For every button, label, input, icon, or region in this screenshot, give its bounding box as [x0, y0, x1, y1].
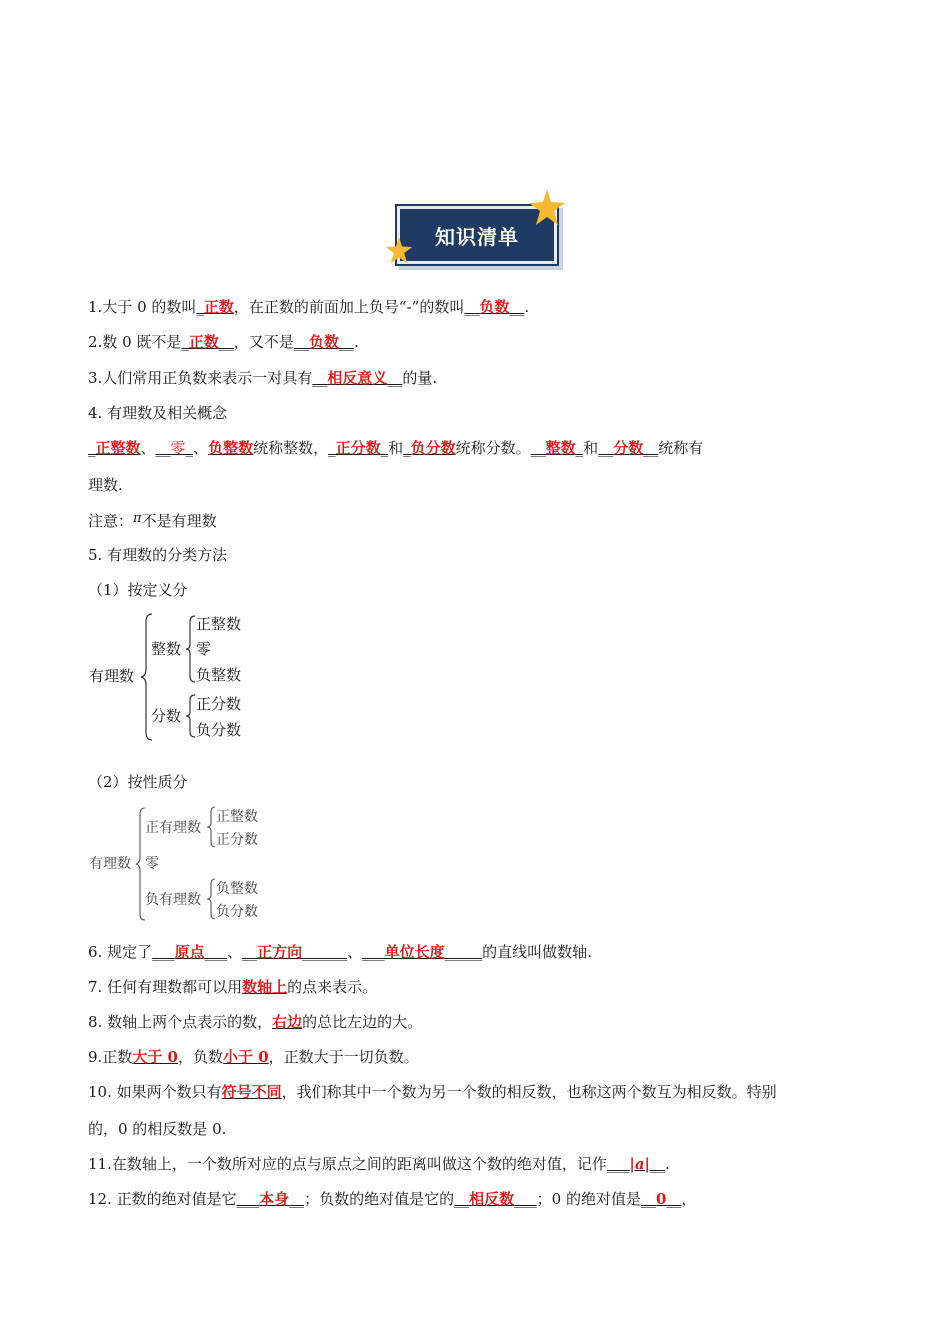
- answer: 右边: [272, 1013, 303, 1031]
- item-10-cont: 的，0 的相反数是 0.: [88, 1120, 227, 1138]
- tree-root: 有理数: [89, 667, 135, 685]
- tree-neg-rational: 负有理数: [145, 892, 201, 908]
- answer: 0: [655, 1190, 667, 1208]
- item-3: 3.人们常用正负数来表示一对具有__相反意义__的量.: [88, 369, 438, 387]
- item-4-body: _正整数、__零_、负整数统称整数，_正分数_和_负分数统称分数。__整数_和__分数__统称有: [88, 439, 704, 457]
- by-property-heading: （2）按性质分: [88, 773, 188, 791]
- answer: 小于 0: [223, 1048, 269, 1066]
- item-4-body-cont: 理数.: [88, 476, 123, 494]
- item-2: 2.数 0 既不是_正数__，又不是__负数__.: [88, 333, 359, 351]
- item-7: 7. 任何有理数都可以用数轴上的点来表示。: [88, 978, 378, 996]
- by-definition-heading: （1）按定义分: [88, 581, 188, 599]
- answer: 正分数: [335, 439, 381, 457]
- answer: 数轴上: [242, 978, 288, 996]
- item-6: 6. 规定了___原点___、__正方向______、___单位长度_____的直线叫做数轴.: [88, 943, 592, 961]
- answer: 本身: [259, 1190, 290, 1208]
- tree-pos-int: 正整数: [216, 809, 258, 825]
- tree-neg-int: 负整数: [216, 881, 258, 897]
- answer: 零: [170, 439, 186, 457]
- answer: 原点: [174, 943, 205, 961]
- star-icon: [528, 188, 566, 226]
- answer: 正整数: [95, 439, 141, 457]
- item-4-heading: 4. 有理数及相关概念: [88, 404, 228, 422]
- answer: 相反意义: [327, 369, 388, 387]
- tree-pos-frac: 正分数: [196, 695, 242, 713]
- pi-symbol: π: [133, 511, 142, 526]
- star-icon: [385, 236, 413, 264]
- tree-neg-frac: 负分数: [216, 904, 258, 920]
- tree-zero: 零: [145, 856, 159, 872]
- item-12: 12. 正数的绝对值是它___本身__；负数的绝对值是它的__相反数___；0 的绝对值是__0__，: [88, 1190, 697, 1208]
- item-8: 8. 数轴上两个点表示的数，右边的总比左边的大。: [88, 1013, 423, 1031]
- item-9: 9.正数大于 0，负数小于 0，正数大于一切负数。: [88, 1048, 419, 1066]
- banner-title: 知识清单: [435, 224, 519, 249]
- tree-root: 有理数: [89, 856, 131, 872]
- tree-neg-frac: 负分数: [196, 721, 242, 739]
- answer: 整数: [545, 439, 576, 457]
- answer: 单位长度: [384, 943, 445, 961]
- tree-pos-int: 正整数: [196, 615, 242, 633]
- item-1: 1.大于 0 的数叫_正数，在正数的前面加上负号“-”的数叫__负数__.: [88, 298, 530, 316]
- answer: 负数: [308, 333, 339, 351]
- answer: 大于 0: [132, 1048, 178, 1066]
- answer: 正方向: [257, 943, 303, 961]
- tree-pos-frac: 正分数: [216, 832, 258, 848]
- answer: 符号不同: [221, 1083, 282, 1101]
- answer: 负数: [479, 298, 510, 316]
- answer: 负分数: [410, 439, 456, 457]
- item-5-heading: 5. 有理数的分类方法: [88, 546, 228, 564]
- answer: 正数: [188, 333, 219, 351]
- item-10: 10. 如果两个数只有符号不同，我们称其中一个数为另一个数的相反数，也称这两个数互为相反数。特别: [88, 1083, 777, 1101]
- tree-pos-rational: 正有理数: [145, 820, 201, 836]
- answer: 负整数: [208, 439, 254, 457]
- answer: 相反数: [469, 1190, 515, 1208]
- tree-frac: 分数: [151, 707, 182, 725]
- item-11: 11.在数轴上，一个数所对应的点与原点之间的距离叫做这个数的绝对值，记作___|a|__.: [88, 1155, 670, 1173]
- answer: 分数: [613, 439, 644, 457]
- tree-neg-int: 负整数: [196, 666, 242, 684]
- answer: |a|: [629, 1155, 650, 1173]
- note: 注意：π不是有理数: [88, 511, 217, 530]
- tree-int: 整数: [151, 640, 182, 658]
- tree-zero: 零: [196, 640, 212, 658]
- answer: 正数: [203, 298, 234, 316]
